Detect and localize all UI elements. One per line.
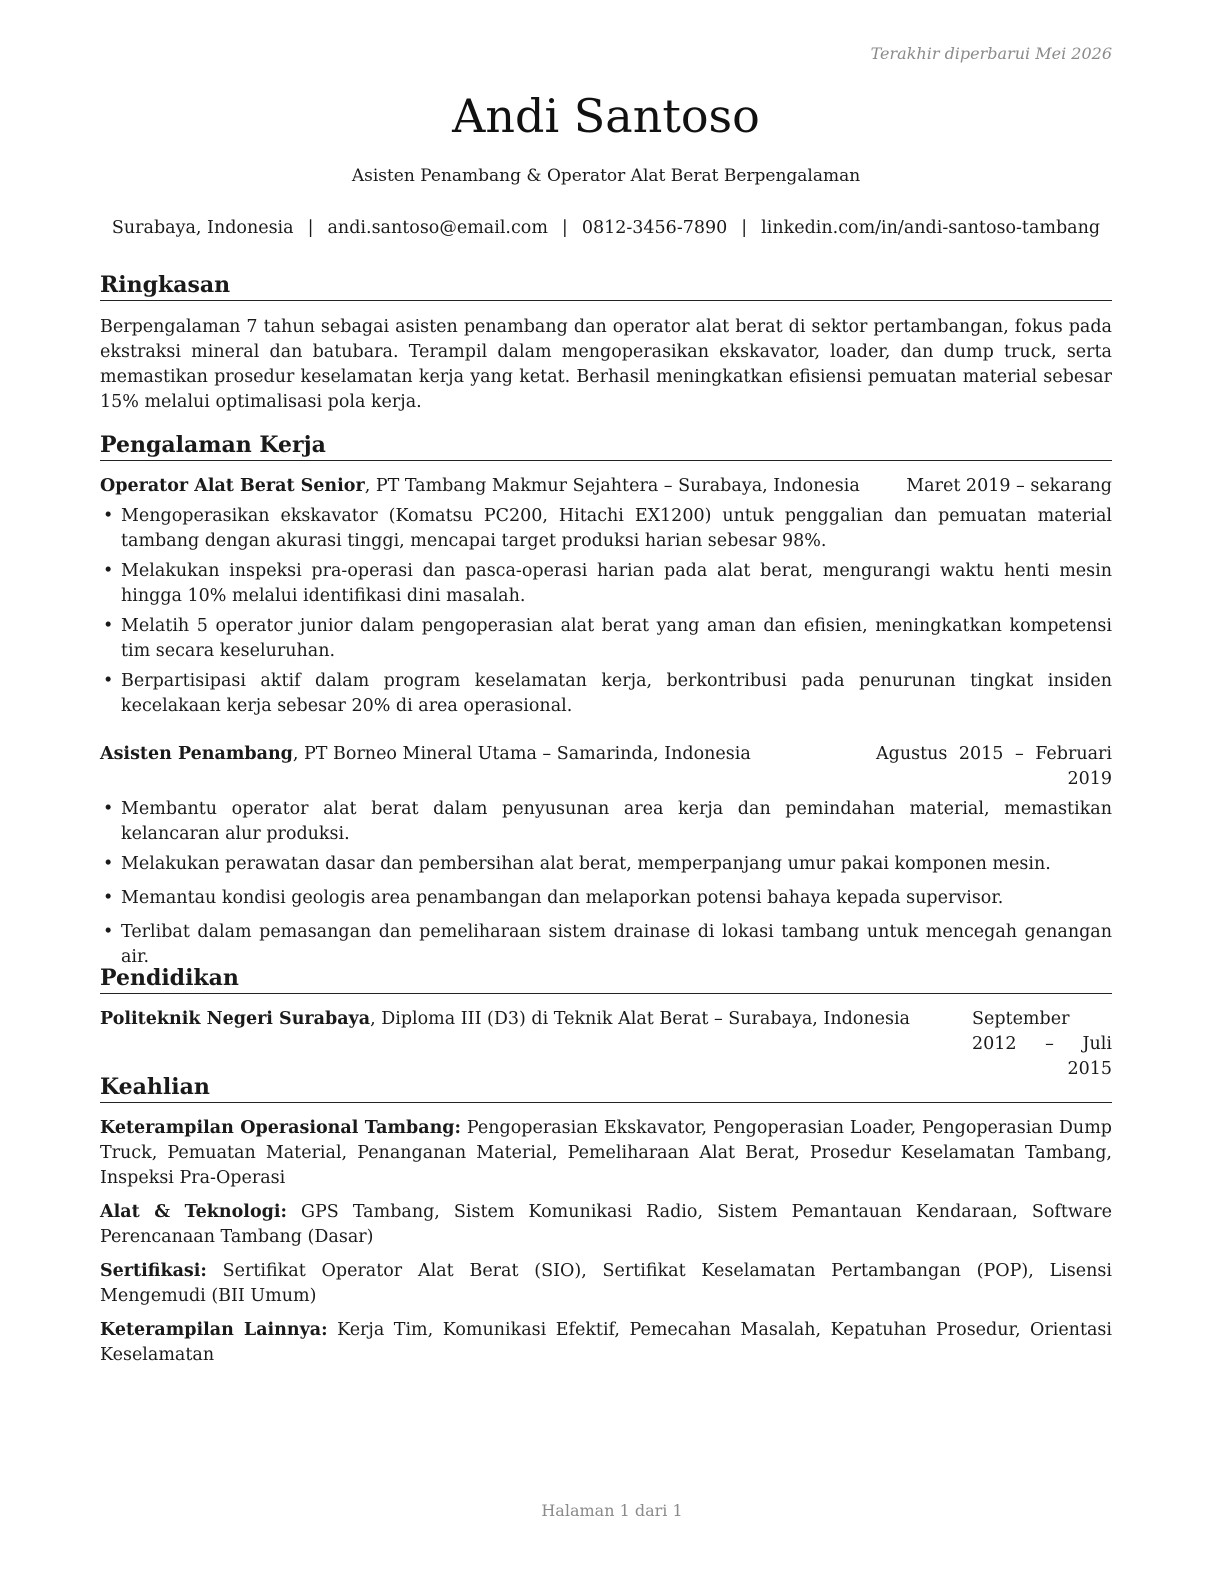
job-company: , PT Tambang Makmur Sejahtera – Surabaya, Indonesia	[364, 476, 860, 496]
bullet-text: Terlibat dalam pemasangan dan pemeliharaan sistem drainase di lokasi tambang untuk mencegah genangan air.	[121, 922, 1112, 967]
skill-text: Sertifikat Operator Alat Berat (SIO), Sertifikat Keselamatan Pertambangan (POP), Lisensi Mengemudi (BII Umum)	[100, 1261, 1112, 1306]
education-line	[100, 1007, 910, 1032]
bullet-text: Melakukan perawatan dasar dan pembersihan alat berat, memperpanjang umur pakai komponen mesin.	[121, 854, 1051, 874]
bullet-icon: •	[103, 888, 114, 908]
skill-group	[100, 1318, 1112, 1368]
bullet-icon: •	[103, 671, 114, 691]
bullet-icon: •	[103, 799, 114, 819]
job-role: Asisten Penambang	[100, 744, 293, 764]
list-item	[100, 797, 1112, 847]
section-title-education: Pendidikan	[100, 963, 1112, 994]
contact-separator: |	[561, 218, 568, 238]
bullet-text: Memantau kondisi geologis area penambangan dan melaporkan potensi bahaya kepada supervisor.	[121, 888, 1004, 908]
skill-group	[100, 1116, 1112, 1191]
education-school: Politeknik Negeri Surabaya	[100, 1009, 371, 1029]
education-dates: September 2012 – Juli 2015	[972, 1009, 1112, 1079]
last-updated: Terakhir diperbarui Mei 2026	[870, 44, 1112, 63]
bullet-text: Berpartisipasi aktif dalam program keselamatan kerja, berkontribusi pada penurunan tingkat insiden kecelakaan kerja sebesar 20% di area operasional.	[121, 671, 1112, 716]
skill-label: Alat & Teknologi:	[100, 1202, 287, 1222]
list-item	[100, 504, 1112, 554]
skill-text: GPS Tambang, Sistem Komunikasi Radio, Sistem Pemantauan Kendaraan, Software Perencanaan Tambang (Dasar)	[100, 1202, 1112, 1247]
bullet-icon: •	[103, 616, 114, 636]
bullet-text: Melatih 5 operator junior dalam pengoperasian alat berat yang aman dan efisien, meningkatkan kompetensi tim secara keseluruhan.	[121, 616, 1112, 661]
skill-group	[100, 1259, 1112, 1309]
skill-label: Keterampilan Lainnya:	[100, 1320, 328, 1340]
section-title-summary: Ringkasan	[100, 270, 1112, 301]
skill-label: Keterampilan Operasional Tambang:	[100, 1118, 461, 1138]
job-bullets	[100, 504, 1112, 724]
contact-separator: |	[741, 218, 748, 238]
list-item	[100, 559, 1112, 609]
summary-text: Berpengalaman 7 tahun sebagai asisten penambang dan operator alat berat di sektor pertambangan, fokus pada ekstraksi mineral dan batubara. Terampil dalam mengoperasikan ekskavator, loader, dan dump truck, serta memastikan prosedur keselamatan kerja yang ketat. Berhasil meningkatkan efisiensi pemuatan material sebesar 15% melalui optimalisasi pola kerja.	[100, 317, 1112, 412]
list-item	[100, 886, 1112, 911]
list-item	[100, 614, 1112, 664]
job-dates: Maret 2019 – sekarang	[906, 476, 1112, 496]
job-dates: Agustus 2015 – Februari 2019	[876, 744, 1112, 789]
job-company: , PT Borneo Mineral Utama – Samarinda, Indonesia	[292, 744, 751, 764]
list-item	[100, 669, 1112, 719]
job-title-line	[100, 742, 751, 767]
education-detail: , Diploma III (D3) di Teknik Alat Berat – Surabaya, Indonesia	[370, 1009, 910, 1029]
skill-label: Sertifikasi:	[100, 1261, 207, 1281]
bullet-icon: •	[103, 922, 114, 942]
contact-location: Surabaya, Indonesia	[111, 218, 294, 238]
job-bullets	[100, 797, 1112, 975]
contact-linkedin[interactable]: linkedin.com/in/andi-santoso-tambang	[761, 218, 1101, 238]
contact-separator: |	[307, 218, 314, 238]
section-title-experience: Pengalaman Kerja	[100, 430, 1112, 461]
candidate-tagline: Asisten Penambang & Operator Alat Berat Berpengalaman	[351, 166, 861, 186]
job-role: Operator Alat Berat Senior	[100, 476, 365, 496]
bullet-icon: •	[103, 561, 114, 581]
skill-text: Kerja Tim, Komunikasi Efektif, Pemecahan Masalah, Kepatuhan Prosedur, Orientasi Keselamatan	[100, 1320, 1112, 1365]
skill-text: Pengoperasian Ekskavator, Pengoperasian Loader, Pengoperasian Dump Truck, Pemuatan Material, Penanganan Material, Pemeliharaan Alat Berat, Prosedur Keselamatan Tambang, Inspeksi Pra-Operasi	[100, 1118, 1112, 1188]
contact-phone: 0812-3456-7890	[581, 218, 728, 238]
page-number: Halaman 1 dari 1	[541, 1501, 683, 1520]
candidate-name: Andi Santoso	[452, 89, 760, 143]
job-title-line	[100, 474, 860, 499]
bullet-text: Mengoperasikan ekskavator (Komatsu PC200, Hitachi EX1200) untuk penggalian dan pemuatan material tambang dengan akurasi tinggi, mencapai target produksi harian sebesar 98%.	[121, 506, 1112, 551]
bullet-icon: •	[103, 854, 114, 874]
list-item	[100, 852, 1112, 877]
contact-line	[100, 218, 1112, 238]
section-title-skills: Keahlian	[100, 1072, 1112, 1103]
bullet-icon: •	[103, 506, 114, 526]
skill-group	[100, 1200, 1112, 1250]
contact-email[interactable]: andi.santoso@email.com	[327, 218, 548, 238]
bullet-text: Membantu operator alat berat dalam penyusunan area kerja dan pemindahan material, memastikan kelancaran alur produksi.	[121, 799, 1112, 844]
bullet-text: Melakukan inspeksi pra-operasi dan pasca-operasi harian pada alat berat, mengurangi waktu henti mesin hingga 10% melalui identifikasi dini masalah.	[121, 561, 1112, 606]
